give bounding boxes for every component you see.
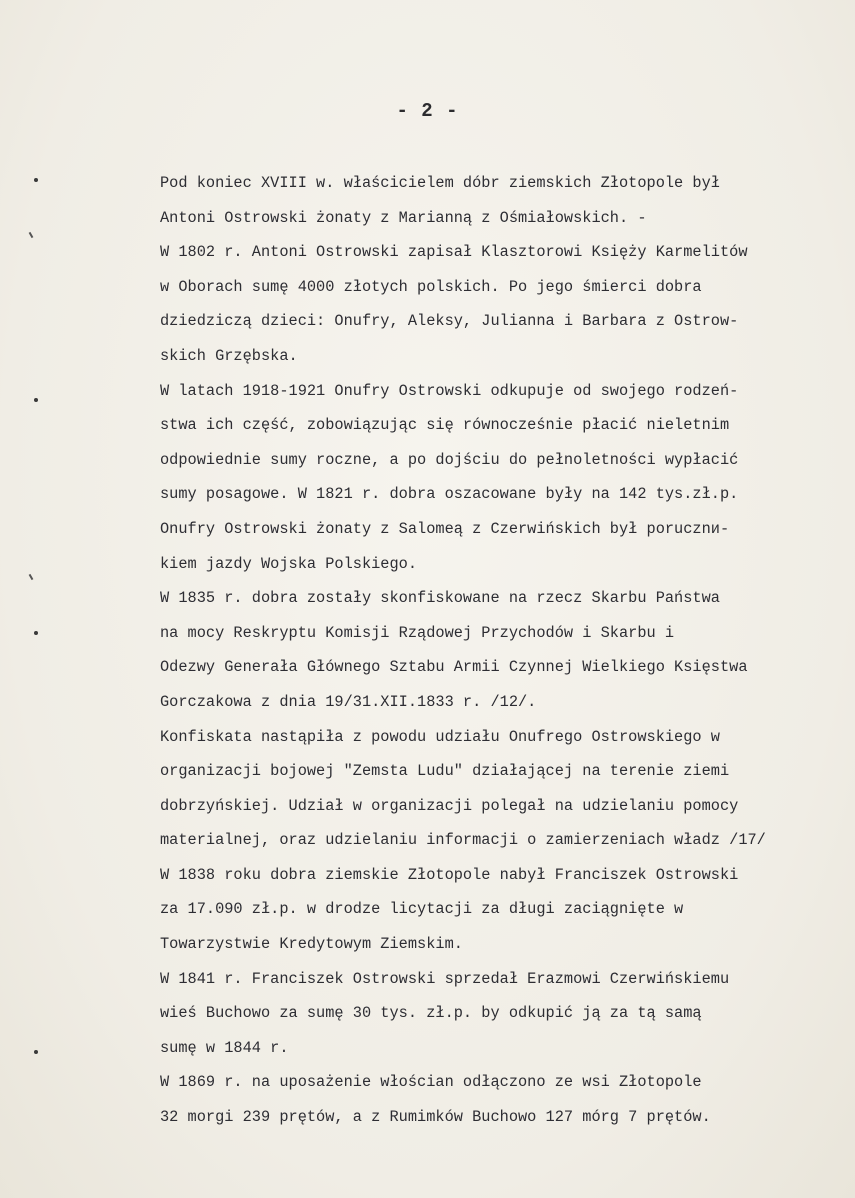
margin-mark <box>29 232 34 238</box>
text-line: wieś Buchowo za sumę 30 tys. zł.p. by odkupić ją za tą samą <box>160 1004 702 1023</box>
text-line: skich Grzębska. <box>160 346 298 365</box>
text-line: na mocy Reskryptu Komisji Rządowej Przychodów i Skarbu i <box>160 623 675 642</box>
text-line: W 1869 r. na uposażenie włościan odłączono ze wsi Złotopole <box>160 1073 702 1092</box>
margin-dot <box>34 631 38 635</box>
text-line: Pod koniec XVIII w. właścicielem dóbr ziemskich Złotopole był <box>160 174 720 192</box>
text-line: Odezwy Generała Głównego Sztabu Armii Czynnej Wielkiego Księstwa <box>160 658 748 677</box>
text-line: sumę w 1844 r. <box>160 1038 289 1057</box>
text-line: W 1835 r. dobra zostały skonfiskowane na rzecz Skarbu Państwa <box>160 589 720 608</box>
text-line: W 1841 r. Franciszek Ostrowski sprzedał Erazmowi Czerwińskiemu <box>160 969 730 988</box>
text-line: za 17.090 zł.p. w drodze licytacji za długi zaciągnięte w <box>160 900 684 919</box>
text-line: Gorczakowa z dnia 19/31.XII.1833 r. /12/. <box>160 692 537 711</box>
text-line: Konfiskata nastąpiła z powodu udziału Onufrego Ostrowskiego w <box>160 727 720 746</box>
text-line: Towarzystwie Kredytowym Ziemskim. <box>160 935 463 954</box>
margin-dot <box>34 398 38 402</box>
text-line: kiem jazdy Wojska Polskiego. <box>160 554 418 573</box>
text-line: materialnej, oraz udzielaniu informacji o zamierzeniach władz /17/ <box>160 831 766 850</box>
text-line: Onufry Ostrowski żonaty z Salomeą z Czerwińskich był porucznи- <box>160 519 730 538</box>
margin-dot <box>34 1050 38 1054</box>
text-line: odpowiednie sumy roczne, a po dojściu do pełnoletności wypłacić <box>160 450 739 469</box>
text-line: organizacji bojowej "Zemsta Ludu" działającej na terenie ziemi <box>160 762 730 781</box>
text-line: w Oborach sumę 4000 złotych polskich. Po jego śmierci dobra <box>160 277 702 296</box>
text-line: dobrzyńskiej. Udział w organizacji polegał na udzielaniu pomocy <box>160 796 739 815</box>
margin-mark <box>29 574 34 580</box>
page-number: - 2 - <box>396 100 459 122</box>
text-line: stwa ich część, zobowiązując się równocześnie płacić nieletnim <box>160 416 730 435</box>
text-line: dziedziczą dzieci: Onufry, Aleksy, Julianna i Barbara z Ostrow- <box>160 312 739 331</box>
margin-dot <box>34 178 38 182</box>
text-line: sumy posagowe. W 1821 r. dobra oszacowane były na 142 tys.zł.p. <box>160 485 739 504</box>
text-line: W latach 1918-1921 Onufry Ostrowski odkupuje od swojego rodzeń- <box>160 381 739 400</box>
text-line: W 1838 roku dobra ziemskie Złotopole nabył Franciszek Ostrowski <box>160 865 739 884</box>
text-line: Antoni Ostrowski żonaty z Marianną z Ośmiałowskich. - <box>160 208 647 227</box>
body-text <box>160 166 850 1135</box>
text-line: 32 morgi 239 prętów, a z Rumimków Buchowo 127 mórg 7 prętów. <box>160 1108 711 1127</box>
text-line: W 1802 r. Antoni Ostrowski zapisał Klasztorowi Księży Karmelitów <box>160 243 748 262</box>
